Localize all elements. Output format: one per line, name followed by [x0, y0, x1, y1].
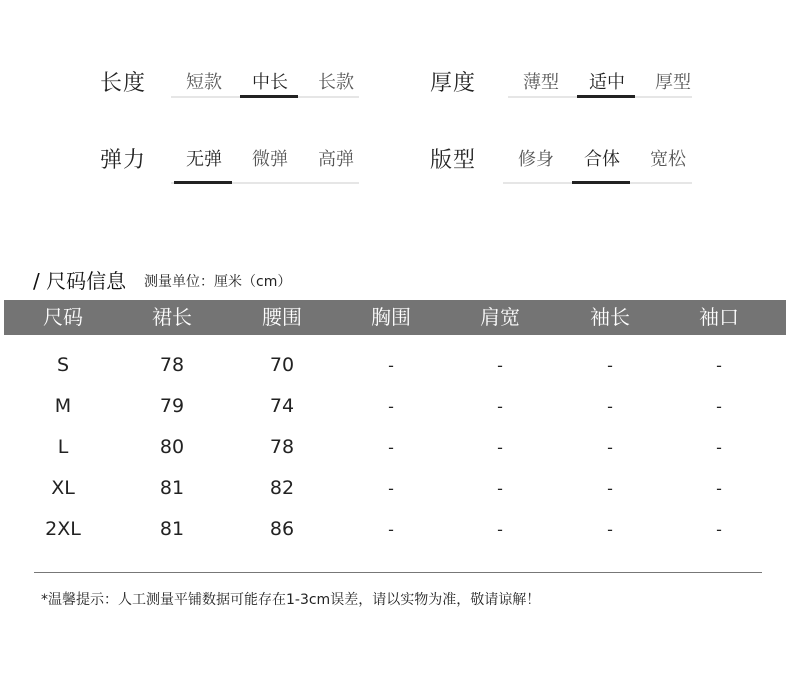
table-cell: 81 — [159, 518, 185, 540]
table-cell: - — [388, 479, 394, 498]
table-cell: - — [388, 356, 394, 375]
table-row — [0, 345, 790, 386]
table-cell: - — [497, 397, 503, 416]
column-header: 胸围 — [371, 305, 411, 329]
column-header: 袖口 — [699, 305, 739, 329]
attribute-option: 宽松 — [650, 149, 686, 170]
measurement-disclaimer: *温馨提示：人工测量平铺数据可能存在1-3cm误差，请以实物为准，敬请谅解！ — [41, 592, 541, 608]
table-row — [0, 386, 790, 427]
selected-indicator — [577, 95, 635, 98]
attribute-option: 长款 — [318, 72, 354, 93]
table-cell: S — [56, 354, 70, 376]
attribute-label: 弹力 — [100, 148, 147, 173]
attribute-option: 薄型 — [523, 72, 559, 93]
table-cell: 82 — [269, 477, 295, 499]
size-table-header — [4, 300, 786, 335]
attribute-option: 微弹 — [252, 149, 288, 170]
table-cell: - — [497, 520, 503, 539]
table-cell: - — [497, 438, 503, 457]
table-cell: - — [716, 520, 722, 539]
attribute-label: 长度 — [100, 71, 147, 96]
table-cell: 78 — [159, 354, 185, 376]
table-row — [0, 509, 790, 550]
table-cell: - — [607, 397, 613, 416]
attribute-option-selected: 无弹 — [186, 149, 222, 170]
column-header: 腰围 — [262, 305, 302, 329]
table-cell: - — [607, 479, 613, 498]
divider-line — [34, 572, 762, 573]
attribute-option: 厚型 — [655, 72, 691, 93]
size-info-title: / 尺码信息 — [33, 269, 127, 293]
table-cell: 2XL — [45, 518, 81, 540]
table-cell: M — [54, 395, 72, 417]
table-cell: L — [57, 436, 69, 458]
attribute-label: 厚度 — [430, 71, 477, 96]
table-cell: 70 — [269, 354, 295, 376]
table-cell: - — [497, 479, 503, 498]
attribute-option-selected: 中长 — [252, 72, 288, 93]
table-cell: 86 — [269, 518, 295, 540]
table-cell: 80 — [159, 436, 185, 458]
table-cell: - — [607, 356, 613, 375]
attribute-option: 修身 — [518, 149, 554, 170]
selected-indicator — [240, 95, 298, 98]
selected-indicator — [572, 181, 630, 184]
measurement-unit-note: 测量单位：厘米（cm） — [144, 274, 292, 290]
column-header: 裙长 — [152, 305, 192, 329]
table-cell: - — [716, 356, 722, 375]
table-cell: - — [607, 438, 613, 457]
table-cell: - — [388, 438, 394, 457]
table-row — [0, 427, 790, 468]
table-cell: - — [716, 438, 722, 457]
attribute-option-selected: 适中 — [589, 72, 625, 93]
table-cell: - — [716, 479, 722, 498]
table-cell: 74 — [269, 395, 295, 417]
table-cell: 81 — [159, 477, 185, 499]
attribute-option-selected: 合体 — [584, 149, 620, 170]
table-cell: - — [716, 397, 722, 416]
column-header: 尺码 — [43, 305, 83, 329]
attribute-label: 版型 — [430, 148, 477, 173]
table-cell: XL — [51, 477, 75, 499]
attribute-option: 短款 — [186, 72, 222, 93]
attribute-option: 高弹 — [318, 149, 354, 170]
table-row — [0, 468, 790, 509]
table-cell: 79 — [159, 395, 185, 417]
table-cell: - — [497, 356, 503, 375]
table-cell: - — [388, 397, 394, 416]
selected-indicator — [174, 181, 232, 184]
column-header: 肩宽 — [480, 305, 520, 329]
table-cell: 78 — [269, 436, 295, 458]
column-header: 袖长 — [590, 305, 630, 329]
table-cell: - — [388, 520, 394, 539]
table-cell: - — [607, 520, 613, 539]
